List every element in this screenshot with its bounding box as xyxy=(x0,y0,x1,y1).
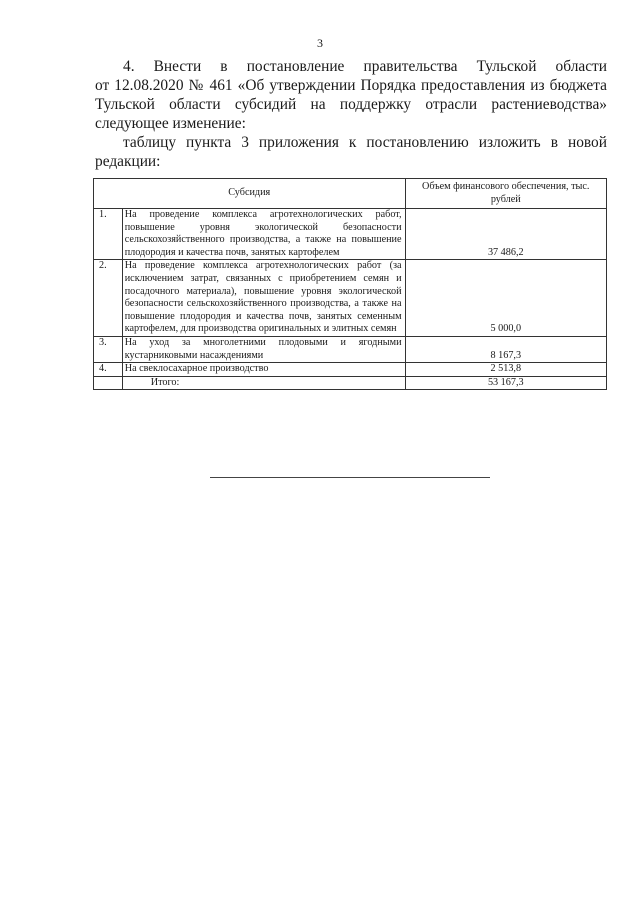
row-value: 8 167,3 xyxy=(405,336,606,362)
row-number: 2. xyxy=(94,260,123,337)
table-row xyxy=(94,260,607,337)
subsidy-table xyxy=(93,178,607,390)
header-subsidy: Субсидия xyxy=(94,179,406,209)
paragraph-line: Тульской области субсидий на поддержку отрасли растениеводства» xyxy=(95,96,607,113)
table-header-row xyxy=(94,179,607,209)
paragraph-line: редакции: xyxy=(95,153,161,170)
paragraph-line: следующее изменение: xyxy=(95,115,246,132)
row-number: 3. xyxy=(94,336,123,362)
table-row xyxy=(94,363,607,377)
row-text: На проведение комплекса агротехнологических работ, повышение уровня экологической безопасности сельскохозяйственного производства, а также на повышение плодородия и качества почв, занятых картофелем xyxy=(122,209,405,260)
row-value: 5 000,0 xyxy=(405,260,606,337)
row-number: 1. xyxy=(94,209,123,260)
row-value: 2 513,8 xyxy=(405,363,606,377)
paragraph-line: 4. Внести в постановление правительства Тульской области xyxy=(123,58,607,75)
row-text: На свеклосахарное производство xyxy=(122,363,405,377)
total-label: Итого: xyxy=(122,376,405,390)
total-value: 53 167,3 xyxy=(405,376,606,390)
row-text: На уход за многолетними плодовыми и ягодными кустарниковыми насаждениями xyxy=(122,336,405,362)
page-number: 3 xyxy=(317,36,323,50)
paragraph-amendment xyxy=(95,57,607,133)
table-total-row xyxy=(94,376,607,390)
paragraph-line: таблицу пункта 3 приложения к постановлению изложить в новой xyxy=(123,134,607,151)
header-volume: Объем финансового обеспечения, тыс. рублей xyxy=(405,179,606,209)
row-text: На проведение комплекса агротехнологических работ (за исключением затрат, связанных с приобретением семян и посадочного материала), повышение уровня экологической безопасности сельскохозяйственного производства, а также на повышение плодородия и качества почв, занятых семенным картофелем, для производства оригинальных и элитных семян xyxy=(122,260,405,337)
total-number-cell xyxy=(94,376,123,390)
paragraph-table-instruction xyxy=(95,133,607,171)
row-number: 4. xyxy=(94,363,123,377)
table-row xyxy=(94,209,607,260)
paragraph-line: от 12.08.2020 № 461 «Об утверждении Порядка предоставления из бюджета xyxy=(95,77,607,94)
closing-divider xyxy=(210,477,490,478)
row-value: 37 486,2 xyxy=(405,209,606,260)
table-row xyxy=(94,336,607,362)
